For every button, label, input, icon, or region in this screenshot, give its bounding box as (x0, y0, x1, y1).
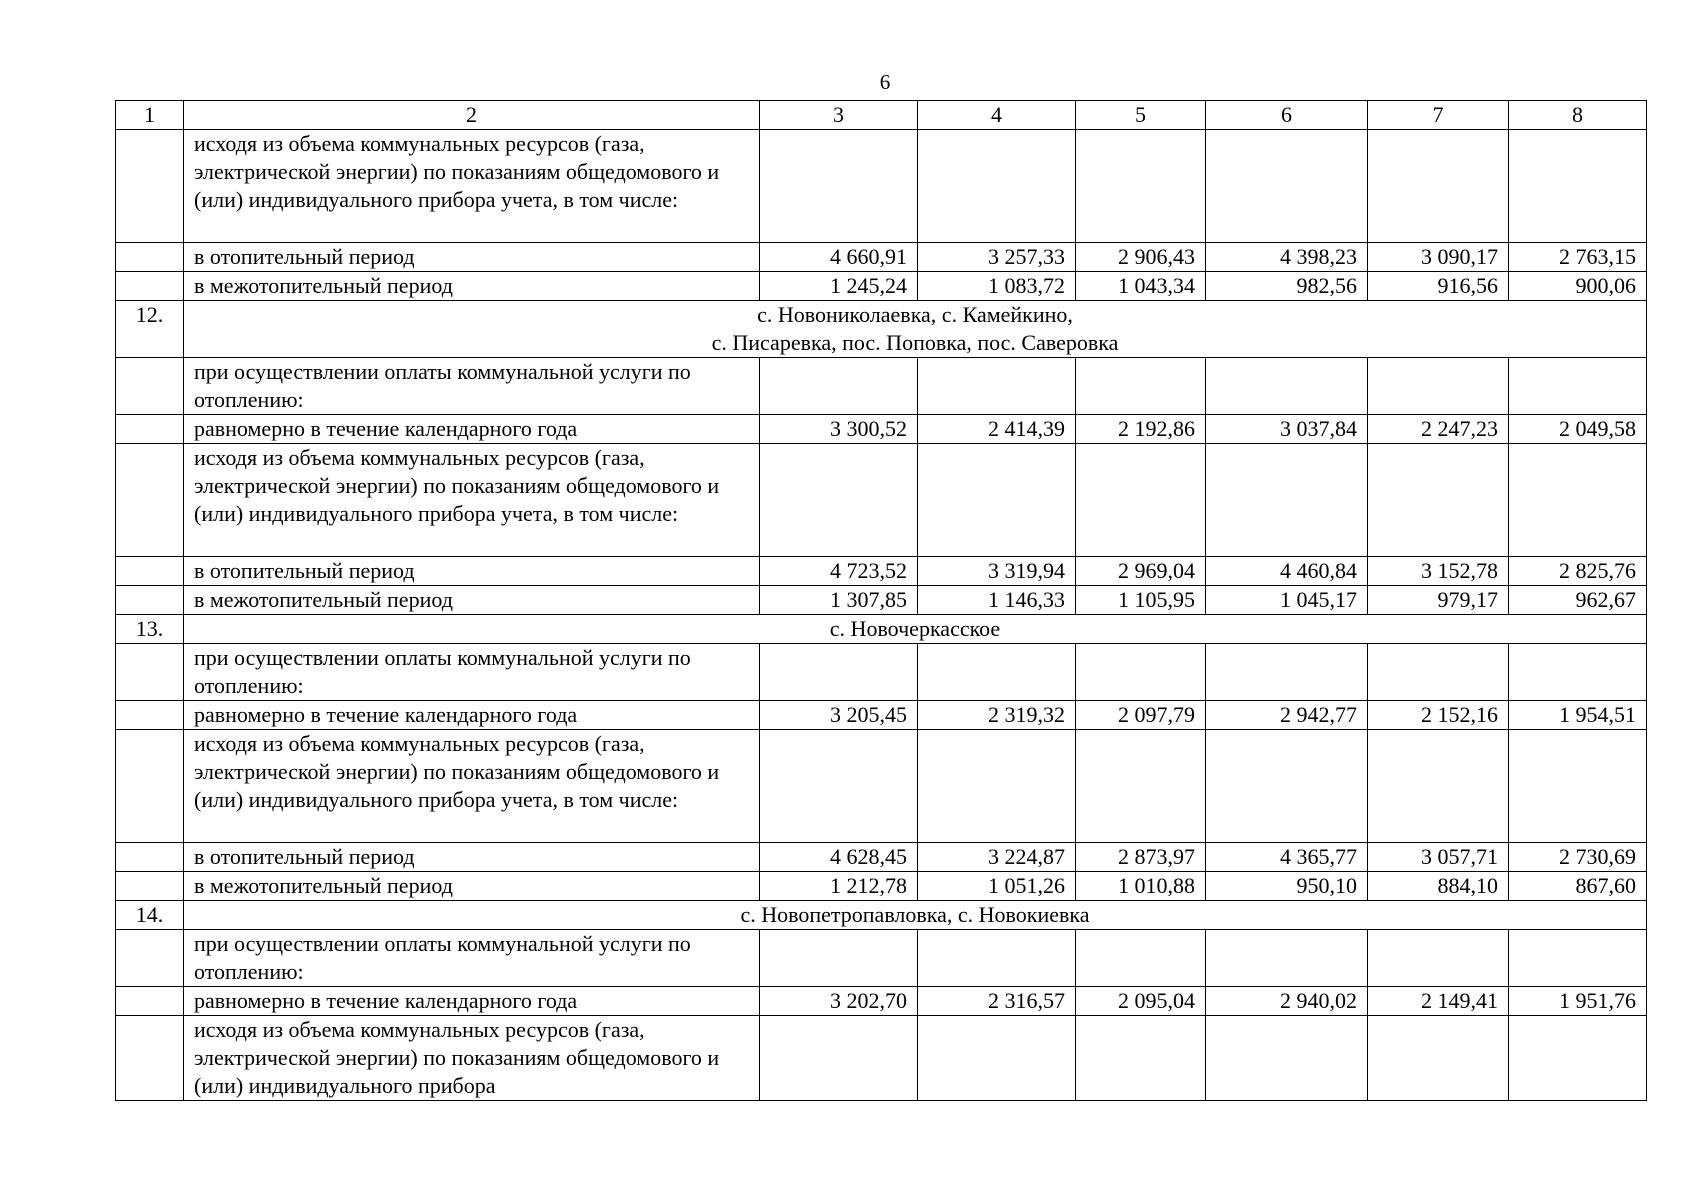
tariff-value-col-8 (1509, 358, 1647, 415)
tariff-value-col-6: 2 940,02 (1206, 987, 1368, 1016)
tariff-value-col-8: 867,60 (1509, 872, 1647, 901)
tariff-value-col-5 (1076, 1016, 1206, 1101)
tariff-value-col-8: 2 730,69 (1509, 843, 1647, 872)
row-description: равномерно в течение календарного года (184, 415, 760, 444)
row-number (116, 358, 184, 415)
locality-name: с. Новониколаевка, с. Камейкино, с. Писаревка, пос. Поповка, пос. Саверовка (184, 301, 1647, 358)
column-number-header: 7 (1368, 101, 1509, 130)
tariff-value-col-7: 2 247,23 (1368, 415, 1509, 444)
tariff-value-col-3 (760, 1016, 918, 1101)
column-number-header-row (116, 101, 1647, 130)
row-number (116, 872, 184, 901)
tariff-row (116, 272, 1647, 301)
tariff-value-col-6: 1 045,17 (1206, 586, 1368, 615)
tariff-value-col-7: 3 152,78 (1368, 557, 1509, 586)
tariff-value-col-7: 2 152,16 (1368, 701, 1509, 730)
row-number (116, 843, 184, 872)
tariff-value-col-3: 1 245,24 (760, 272, 918, 301)
tariff-value-col-8: 962,67 (1509, 586, 1647, 615)
tariff-value-col-8 (1509, 644, 1647, 701)
tariff-value-col-8 (1509, 130, 1647, 243)
tariff-value-col-5: 2 906,43 (1076, 243, 1206, 272)
tariff-value-col-7: 3 090,17 (1368, 243, 1509, 272)
tariff-value-col-3: 3 202,70 (760, 987, 918, 1016)
tariff-table (115, 100, 1647, 1101)
tariff-value-col-5 (1076, 730, 1206, 843)
tariff-value-col-7 (1368, 130, 1509, 243)
row-description: в отопительный период (184, 243, 760, 272)
tariff-value-col-7 (1368, 730, 1509, 843)
tariff-row (116, 243, 1647, 272)
tariff-value-col-8 (1509, 1016, 1647, 1101)
description-row (116, 730, 1647, 843)
row-number (116, 444, 184, 557)
tariff-value-col-6: 3 037,84 (1206, 415, 1368, 444)
tariff-value-col-6 (1206, 358, 1368, 415)
tariff-row (116, 843, 1647, 872)
row-number (116, 701, 184, 730)
tariff-value-col-4: 3 224,87 (918, 843, 1076, 872)
tariff-value-col-3: 4 628,45 (760, 843, 918, 872)
row-description: исходя из объема коммунальных ресурсов (газа, электрической энергии) по показаниям общедомового и (или) индивидуального прибора учета, в том числе: (184, 730, 760, 843)
tariff-value-col-4: 3 257,33 (918, 243, 1076, 272)
description-row (116, 444, 1647, 557)
tariff-value-col-4: 1 146,33 (918, 586, 1076, 615)
tariff-value-col-6: 2 942,77 (1206, 701, 1368, 730)
tariff-row (116, 586, 1647, 615)
tariff-value-col-3 (760, 930, 918, 987)
page-number: 6 (879, 70, 891, 94)
tariff-value-col-7: 2 149,41 (1368, 987, 1509, 1016)
tariff-value-col-4 (918, 730, 1076, 843)
tariff-row (116, 701, 1647, 730)
tariff-value-col-8 (1509, 930, 1647, 987)
tariff-value-col-5 (1076, 930, 1206, 987)
row-number (116, 557, 184, 586)
tariff-value-col-4: 2 414,39 (918, 415, 1076, 444)
tariff-value-col-3 (760, 444, 918, 557)
tariff-value-col-6 (1206, 930, 1368, 987)
locality-name: с. Новочеркасское (184, 615, 1647, 644)
row-number (116, 1016, 184, 1101)
tariff-value-col-3: 4 660,91 (760, 243, 918, 272)
row-number: 12. (116, 301, 184, 358)
tariff-value-col-3: 3 300,52 (760, 415, 918, 444)
tariff-value-col-6: 4 398,23 (1206, 243, 1368, 272)
row-description: в отопительный период (184, 557, 760, 586)
tariff-value-col-5: 1 043,34 (1076, 272, 1206, 301)
tariff-value-col-7: 916,56 (1368, 272, 1509, 301)
row-description: исходя из объема коммунальных ресурсов (газа, электрической энергии) по показаниям общедомового и (или) индивидуального прибора учета, в том числе: (184, 444, 760, 557)
column-number-header: 5 (1076, 101, 1206, 130)
row-description: в межотопительный период (184, 586, 760, 615)
row-number: 13. (116, 615, 184, 644)
tariff-value-col-5: 2 192,86 (1076, 415, 1206, 444)
locality-row (116, 615, 1647, 644)
tariff-value-col-4: 3 319,94 (918, 557, 1076, 586)
tariff-value-col-7: 884,10 (1368, 872, 1509, 901)
tariff-value-col-7: 3 057,71 (1368, 843, 1509, 872)
tariff-value-col-4: 2 316,57 (918, 987, 1076, 1016)
tariff-value-col-3 (760, 358, 918, 415)
tariff-value-col-6: 950,10 (1206, 872, 1368, 901)
locality-name: с. Новопетропавловка, с. Новокиевка (184, 901, 1647, 930)
tariff-value-col-8: 2 763,15 (1509, 243, 1647, 272)
tariff-value-col-7 (1368, 930, 1509, 987)
row-description: исходя из объема коммунальных ресурсов (газа, электрической энергии) по показаниям общедомового и (или) индивидуального прибора (184, 1016, 760, 1101)
description-row (116, 644, 1647, 701)
column-number-header: 1 (116, 101, 184, 130)
tariff-value-col-7: 979,17 (1368, 586, 1509, 615)
row-description: при осуществлении оплаты коммунальной услуги по отоплению: (184, 644, 760, 701)
tariff-value-col-8: 2 049,58 (1509, 415, 1647, 444)
tariff-value-col-5: 2 969,04 (1076, 557, 1206, 586)
tariff-value-col-5: 2 097,79 (1076, 701, 1206, 730)
tariff-value-col-8: 1 951,76 (1509, 987, 1647, 1016)
tariff-value-col-8: 1 954,51 (1509, 701, 1647, 730)
tariff-value-col-6 (1206, 644, 1368, 701)
tariff-value-col-8: 900,06 (1509, 272, 1647, 301)
row-number (116, 730, 184, 843)
tariff-value-col-5: 1 105,95 (1076, 586, 1206, 615)
tariff-value-col-7 (1368, 1016, 1509, 1101)
row-number (116, 930, 184, 987)
tariff-row (116, 987, 1647, 1016)
tariff-value-col-7 (1368, 358, 1509, 415)
tariff-value-col-7 (1368, 444, 1509, 557)
tariff-value-col-6: 4 365,77 (1206, 843, 1368, 872)
row-description: в межотопительный период (184, 872, 760, 901)
tariff-value-col-4 (918, 644, 1076, 701)
tariff-value-col-5 (1076, 358, 1206, 415)
tariff-value-col-8: 2 825,76 (1509, 557, 1647, 586)
description-row (116, 130, 1647, 243)
column-number-header: 6 (1206, 101, 1368, 130)
tariff-value-col-3: 4 723,52 (760, 557, 918, 586)
tariff-value-col-5: 2 095,04 (1076, 987, 1206, 1016)
row-description: равномерно в течение календарного года (184, 701, 760, 730)
column-number-header: 4 (918, 101, 1076, 130)
locality-row (116, 901, 1647, 930)
tariff-value-col-3 (760, 730, 918, 843)
tariff-value-col-4 (918, 930, 1076, 987)
tariff-value-col-6 (1206, 1016, 1368, 1101)
row-number (116, 415, 184, 444)
tariff-value-col-6 (1206, 730, 1368, 843)
locality-row (116, 301, 1647, 358)
tariff-value-col-3: 3 205,45 (760, 701, 918, 730)
tariff-value-col-6: 982,56 (1206, 272, 1368, 301)
row-description: равномерно в течение календарного года (184, 987, 760, 1016)
tariff-value-col-4 (918, 130, 1076, 243)
row-number (116, 243, 184, 272)
row-number: 14. (116, 901, 184, 930)
tariff-row (116, 557, 1647, 586)
column-number-header: 8 (1509, 101, 1647, 130)
row-description: при осуществлении оплаты коммунальной услуги по отоплению: (184, 930, 760, 987)
tariff-value-col-8 (1509, 730, 1647, 843)
row-number (116, 644, 184, 701)
tariff-value-col-8 (1509, 444, 1647, 557)
tariff-value-col-4: 1 083,72 (918, 272, 1076, 301)
tariff-row (116, 872, 1647, 901)
tariff-value-col-5 (1076, 644, 1206, 701)
tariff-value-col-7 (1368, 644, 1509, 701)
row-number (116, 272, 184, 301)
tariff-value-col-3: 1 212,78 (760, 872, 918, 901)
tariff-value-col-3 (760, 644, 918, 701)
row-description: при осуществлении оплаты коммунальной услуги по отоплению: (184, 358, 760, 415)
tariff-value-col-6 (1206, 130, 1368, 243)
description-row (116, 1016, 1647, 1101)
tariff-value-col-4 (918, 1016, 1076, 1101)
tariff-value-col-4 (918, 444, 1076, 557)
description-row (116, 930, 1647, 987)
tariff-value-col-5 (1076, 444, 1206, 557)
description-row (116, 358, 1647, 415)
row-number (116, 987, 184, 1016)
tariff-value-col-5: 1 010,88 (1076, 872, 1206, 901)
row-number (116, 586, 184, 615)
tariff-value-col-4: 2 319,32 (918, 701, 1076, 730)
tariff-value-col-3 (760, 130, 918, 243)
tariff-value-col-5: 2 873,97 (1076, 843, 1206, 872)
table-body (116, 101, 1647, 1101)
row-description: в межотопительный период (184, 272, 760, 301)
tariff-value-col-6: 4 460,84 (1206, 557, 1368, 586)
tariff-value-col-3: 1 307,85 (760, 586, 918, 615)
tariff-row (116, 415, 1647, 444)
row-description: исходя из объема коммунальных ресурсов (газа, электрической энергии) по показаниям общедомового и (или) индивидуального прибора учета, в том числе: (184, 130, 760, 243)
column-number-header: 3 (760, 101, 918, 130)
tariff-value-col-5 (1076, 130, 1206, 243)
row-description: в отопительный период (184, 843, 760, 872)
tariff-value-col-4 (918, 358, 1076, 415)
column-number-header: 2 (184, 101, 760, 130)
row-number (116, 130, 184, 243)
tariff-value-col-4: 1 051,26 (918, 872, 1076, 901)
tariff-value-col-6 (1206, 444, 1368, 557)
